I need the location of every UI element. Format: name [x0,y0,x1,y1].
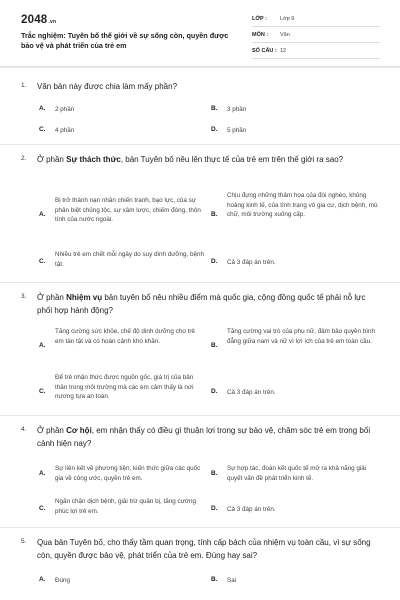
question-text: Ở phần Nhiệm vụ bản tuyên bố nêu nhiều điểm mà quốc gia, cộng đồng quốc tế phải nỗ lực phối hợp hành động? [37,293,366,315]
option-text: Chịu đựng những thảm họa của đói nghèo, khủng hoảng kinh tế, của tình trạng vô gia cư, dịch bệnh, mù chữ, môi trường xuống cấp. [227,192,378,219]
meta-grade-value: Lớp 9 [280,16,295,22]
option-text: 3 phần [227,105,247,113]
meta-count-label: SỐ CÂU : [252,48,277,54]
question-divider [0,415,400,416]
option-text: 2 phần [55,105,75,113]
option-letter: C. [39,388,46,395]
option-text: Sai [227,576,237,584]
option-text: Tăng cường sức khỏe, chế độ dinh dưỡng cho trẻ em tàn tật và có hoàn cảnh khó khăn. [55,328,195,345]
option-letter: C. [39,126,46,133]
question-divider [0,282,400,283]
logo-sub: .vn [48,19,57,25]
option-text: Sự hợp tác, đoàn kết quốc tế mở ra khả năng giải quyết vấn đề phát triển kinh tế. [227,465,367,482]
question-number: 3. [21,293,27,300]
option-text: Nhiều trẻ em chết mỗi ngày do suy dinh dưỡng, bệnh tật. [55,251,205,268]
document-title: Trắc nghiệm: Tuyên bố thế giới về sự sống còn, quyền được bảo vệ và phát triển của trẻ em [21,31,229,50]
option-letter: A. [39,470,46,477]
option-text: Để trẻ nhận thức được nguồn gốc, giá trị của bản thân trong môi trường mà các em cảm thấy là nơi nương tựa an toàn. [55,374,194,401]
option-text: Cả 3 đáp án trên. [227,505,276,513]
question-text: Văn bản này được chia làm mấy phần? [37,82,178,91]
option-text: 4 phần [55,126,75,134]
question-number: 2. [21,155,27,162]
question-text: Ở phần Cơ hội, em nhận thấy có điều gì thuận lợi trong sự bảo vệ, chăm sóc trẻ em trong bối cảnh hiện nay? [37,426,371,448]
question-number: 5. [21,538,27,545]
option-letter: B. [211,342,218,349]
meta-count-value: 12 [280,48,287,54]
option-text: Cả 3 đáp án trên. [227,258,276,266]
meta-grade [252,12,380,27]
option-letter: A. [39,211,46,218]
question-text: Ở phần Sự thách thức, bản Tuyên bố nêu lên thực tế của trẻ em trên thế giới ra sao? [37,155,344,164]
page-header [0,0,400,62]
question-number: 4. [21,426,27,433]
option-text: Sự liên kết về phương tiện, kiến thức giữa các quốc gia về công ước, quyền trẻ em. [55,465,201,482]
option-letter: A. [39,105,46,112]
meta-subject-value: Văn [280,32,290,38]
option-letter: D. [211,258,218,265]
logo-main: 2048 [21,14,48,26]
meta-subject-label: MÔN : [252,32,269,38]
question-divider [0,144,400,145]
option-text: Ngăn chặn dịch bệnh, giải trừ quân bị, tăng cường phúc lợi trẻ em. [55,498,197,515]
meta-subject [252,28,380,43]
option-letter: A. [39,576,46,583]
question-text: Qua bản Tuyên bố, cho thấy tầm quan trọng, tính cấp bách của nhiệm vụ toàn cầu, vì sự sống còn, quyền được bảo vệ, phát triển của trẻ em. Đúng hay sai? [37,538,371,560]
site-logo[interactable] [21,14,56,26]
option-text: Tăng cường vai trò của phụ nữ, đảm bảo quyền bình đẳng giữa nam và nữ vì lợi ích của trẻ em toàn cầu. [227,328,376,345]
option-letter: C. [39,258,46,265]
option-text: 5 phần [227,126,247,134]
option-letter: B. [211,211,218,218]
option-text: Bị trở thành nạn nhân chiến tranh, bạo lực, của sự phân biệt chủng tộc, sự xâm lược, chiếm đóng, thôn tính của nước ngoài. [55,197,201,224]
option-letter: B. [211,105,218,112]
meta-grade-label: LỚP : [252,16,267,22]
option-text: Cả 3 đáp án trên. [227,388,276,396]
option-text: Đúng [55,576,71,584]
option-letter: B. [211,576,218,583]
question-number: 1. [21,82,27,89]
option-letter: D. [211,388,218,395]
question-divider [0,527,400,528]
header-divider [0,66,400,68]
option-letter: D. [211,126,218,133]
meta-count [252,44,380,59]
option-letter: D. [211,505,218,512]
option-letter: B. [211,470,218,477]
option-letter: C. [39,505,46,512]
option-letter: A. [39,342,46,349]
